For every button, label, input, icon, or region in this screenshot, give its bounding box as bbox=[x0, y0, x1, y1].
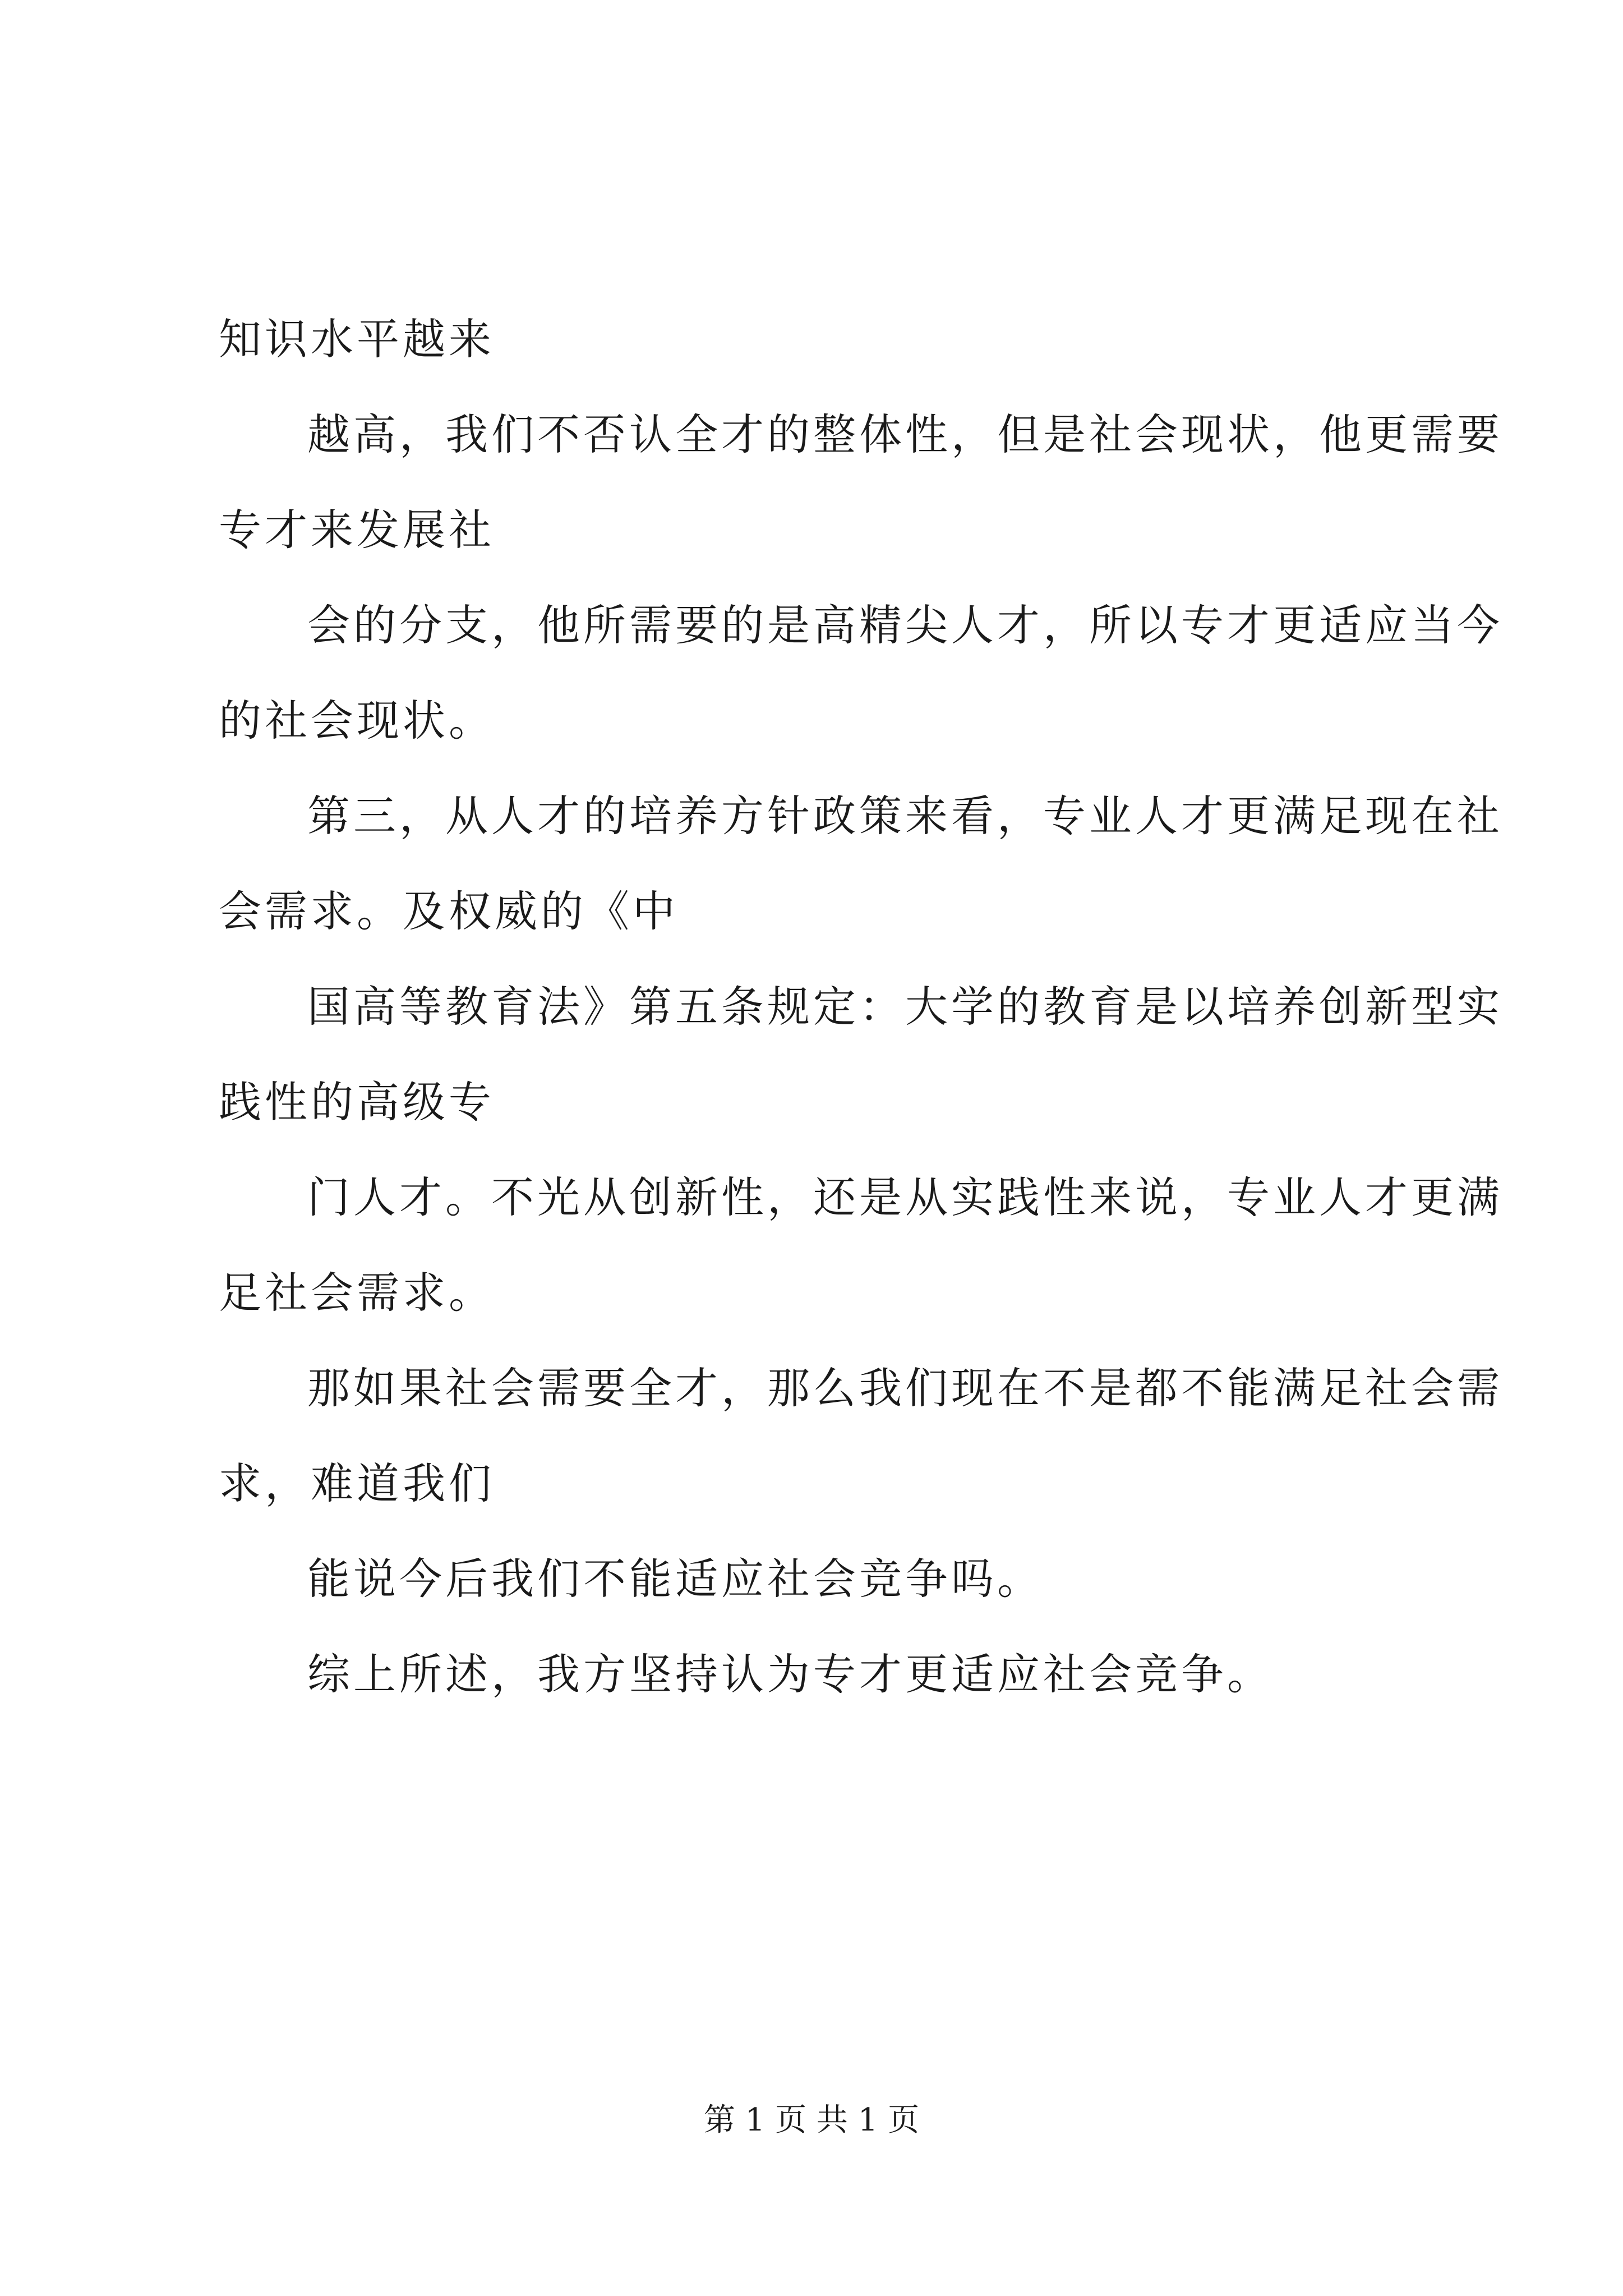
text-line: 求，难道我们 bbox=[219, 1458, 495, 1508]
page-footer: 第 1 页 共 1 页 bbox=[703, 2102, 920, 2138]
text-line: 的社会现状。 bbox=[219, 696, 495, 746]
text-line: 会需求。及权威的《中 bbox=[219, 886, 679, 936]
text-line: 门人才。不光从创新性，还是从实践性来说，专业人才更满 bbox=[307, 1172, 1503, 1222]
text-line: 越高，我们不否认全才的整体性，但是社会现状，他更需要 bbox=[307, 409, 1503, 459]
text-line: 知识水平越来 bbox=[219, 314, 495, 364]
text-line: 那如果社会需要全才，那么我们现在不是都不能满足社会需 bbox=[307, 1363, 1503, 1413]
document-body bbox=[219, 292, 1503, 1722]
text-line: 会的分支，他所需要的是高精尖人才，所以专才更适应当今 bbox=[307, 600, 1503, 650]
text-line: 足社会需求。 bbox=[219, 1268, 495, 1318]
text-line: 践性的高级专 bbox=[219, 1077, 495, 1127]
text-line: 第三，从人才的培养方针政策来看，专业人才更满足现在社 bbox=[307, 791, 1503, 841]
text-line: 能说今后我们不能适应社会竞争吗。 bbox=[307, 1554, 1043, 1604]
text-line: 专才来发展社 bbox=[219, 505, 495, 555]
text-line: 综上所述，我方坚持认为专才更适应社会竞争。 bbox=[307, 1649, 1273, 1699]
text-line: 国高等教育法》第五条规定：大学的教育是以培养创新型实 bbox=[307, 982, 1503, 1032]
